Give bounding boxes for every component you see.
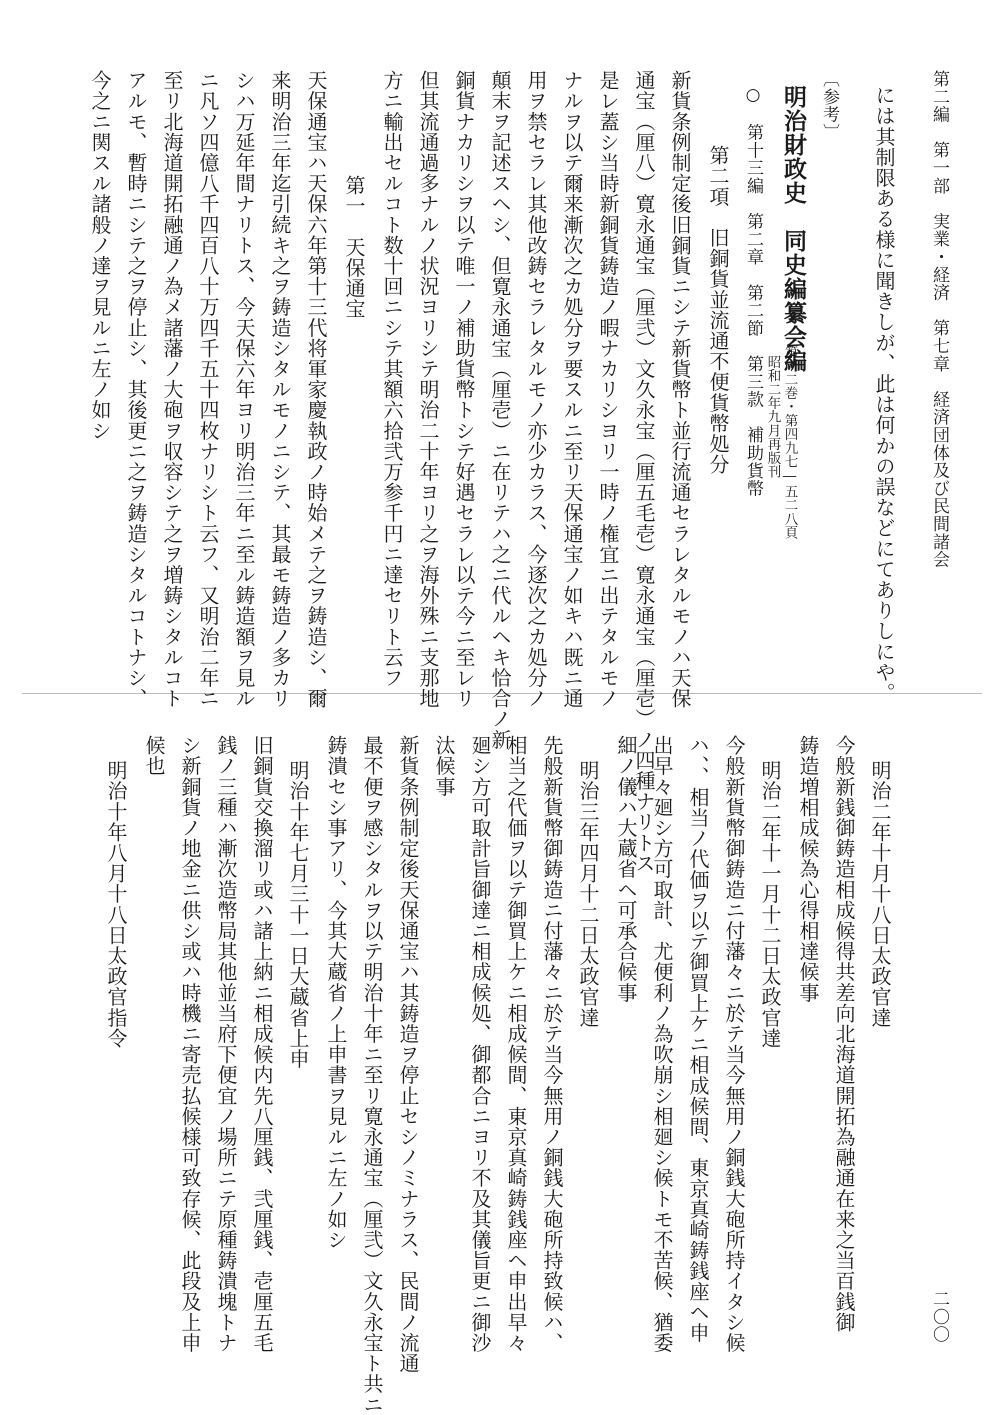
text-column: 第二項 旧銅貨並流通不便貨幣処分 <box>706 145 730 475</box>
text-column: 第一二巻・第四九七―五二八頁 <box>781 345 798 540</box>
text-column: 用ヲ禁セラレ其他改鋳セラレタルモノ亦少カラス、今逐次之カ処分ノ <box>524 70 548 709</box>
text-column: 昭和二年九月再版刊 <box>764 355 781 479</box>
text-column: 候也 <box>142 735 166 777</box>
running-head: 第二編 第一部 実業・経済 第七章 経済団体及び民間諸会 <box>929 70 949 569</box>
text-column: 通宝（厘八）寛永通宝（厘弐）文久永宝（厘五毛壱）寛永通宝（厘壱）ノ四種ナリトス <box>632 70 656 874</box>
text-column: 〔参考〕 <box>819 70 839 142</box>
text-column: 至リ北海道開拓融通ノ為メ諸藩ノ大砲ヲ収容シテ之ヲ増鋳シタルコト <box>160 70 184 709</box>
text-column: ハ、、相当ノ代価ヲ以テ御買上ケニ相成候間、東京真崎鋳銭座ヘ申 <box>686 735 710 1343</box>
text-column: 銭ノ三種ハ漸次造幣局其他並当府下便宜ノ場所ニテ原種鋳潰塊トナ <box>214 735 238 1353</box>
text-column: 鋳造増相成候為心得相達候事 <box>796 735 820 1003</box>
text-column: 明治十年八月十八日太政官指令 <box>104 760 128 1049</box>
text-column: ナルヲ以テ爾来漸次之カ処分ヲ要スルニ至リ天保通宝ノ如キハ既ニ通 <box>560 70 584 709</box>
text-column: 但其流通過多ナルノ状況ヨリシテ明治二十年ヨリ之ヲ海外殊ニ支那地 <box>416 70 440 709</box>
text-column: 明治十年七月三十一日大蔵省上申 <box>286 760 310 1069</box>
text-column: 明治二年十一月十二日太政官達 <box>758 760 782 1049</box>
text-column: 相当之代価ヲ以テ御買上ケニ相成候間、東京真崎鋳銭座ヘ申出早々 <box>504 735 528 1353</box>
text-column: シハ万延年間ナリトス、今天保六年ヨリ明治三年ニ至ル鋳造額ヲ見ル <box>232 70 256 709</box>
text-column: 今般新銭御鋳造相成候得共差向北海道開拓為融通在来之当百銭御 <box>832 735 856 1333</box>
text-column: ニ凡ソ四億八千四百八十万四千五十四枚ナリシト云フ、又明治二年ニ <box>196 70 220 709</box>
text-column: 第一 天保通宝 <box>342 175 366 320</box>
text-column: シ新銅貨ノ地金ニ供シ或ハ時機ニ寄売払候様可致存候、此段及上申 <box>178 735 202 1353</box>
text-column: アルモ、暫時ニシテ之ヲ停止シ、其後更ニ之ヲ鋳造シタルコトナシ、 <box>124 70 148 709</box>
text-column: 廻シ方可取計旨御達ニ相成候処、御都合ニヨリ不及其儀旨更ニ御沙 <box>468 735 492 1353</box>
text-column: 最不便ヲ感シタルヲ以テ明治十年ニ至リ寛永通宝（厘弐）文久永宝ト共ニ <box>360 735 384 1415</box>
text-column: 新貨条例制定後旧銅貨ニシテ新貨幣ト並行流通セラレタルモノハ天保 <box>668 70 692 709</box>
text-column: 細ノ儀ハ大蔵省ヘ可承合候事 <box>614 735 638 1003</box>
text-column: には其制限ある様に聞きしが、此は何かの誤などにてありしにや。 <box>872 85 896 703</box>
text-column: 今般新貨幣御鋳造ニ付藩々ニ於テ当今無用ノ銅銭大砲所持イタシ候 <box>722 735 746 1353</box>
text-column: 銅貨ナカリシヲ以テ唯一ノ補助貨幣トシテ好遇セラレ以テ今ニ至レリ <box>452 70 476 709</box>
text-column: 今之ニ関スル諸般ノ達ヲ見ルニ左ノ如シ <box>88 70 112 441</box>
text-column: 是レ蓋シ当時新銅貨鋳造ノ暇ナカリシヨリ一時ノ権宜ニ出テタルモノ <box>596 70 620 709</box>
text-column: 旧銅貨交換溜リ或ハ諸上納ニ相成候内先八厘銭、弐厘銭、壱厘五毛 <box>250 735 274 1353</box>
text-column: 汰候事 <box>432 735 456 797</box>
text-column: ○ 第十三編 第二章 第二節 第三款 補助貨幣 <box>743 85 763 498</box>
text-column: 先般新貨幣御鋳造ニ付藩々ニ於テ当今無用ノ銅銭大砲所持致候ハ、 <box>540 735 564 1353</box>
text-column: 来明治三年迄引続キ之ヲ鋳造シタルモノニシテ、其最モ鋳造ノ多カリ <box>268 70 292 709</box>
text-column: 明治三年四月十二日太政官達 <box>576 760 600 1028</box>
text-column: 天保通宝ハ天保六年第十三代将軍家慶執政ノ時始メテ之ヲ鋳造シ、爾 <box>304 70 328 709</box>
text-column: 出早々廻シ方可取計、尤便利ノ為吹崩シ相廻シ候トモ不苦候、猶委 <box>650 735 674 1353</box>
text-column: 顛末ヲ記述スヘシ、但寛永通宝（厘壱）ニ在リテハ之ニ代ルヘキ恰合ノ新 <box>488 70 512 750</box>
text-column: 新貨条例制定後天保通宝ハ其鋳造ヲ停止セシノミナラス、民間ノ流通 <box>396 735 420 1374</box>
text-column: 鋳潰セシ事アリ、今其大蔵省ノ上申書ヲ見ルニ左ノ如シ <box>324 735 348 1250</box>
page-number: 二〇〇 <box>929 1290 949 1344</box>
text-column: 明治二年十月十八日太政官達 <box>868 760 892 1028</box>
text-column: 方ニ輸出セルコト数十回ニシテ其額六拾弐万参千円ニ達セリト云フ <box>380 70 404 688</box>
text-column: 明治財政史 同史編纂会編 <box>780 85 807 373</box>
